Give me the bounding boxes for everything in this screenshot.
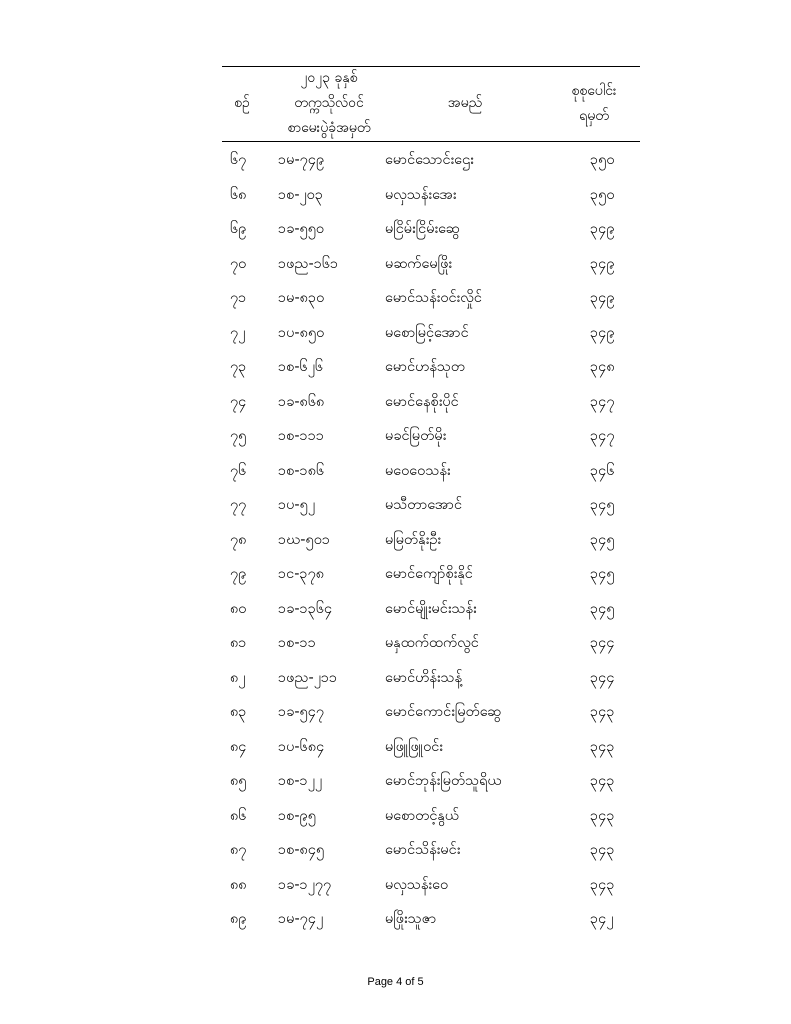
serial-no-cell: ၆၉ [230,221,247,237]
table-row [0,180,791,215]
serial-no-cell: ၇၄ [230,393,247,410]
serial-no-cell: ၈၉ [230,911,247,927]
roll-number-cell: ၁စ-၉၅ [278,807,316,824]
table-row [0,766,791,801]
serial-no-cell: ၈၆ [230,807,247,824]
header-roll-number [270,66,388,141]
serial-no-cell: ၇၅ [230,428,247,444]
header-score-line-2: ရမှတ် [579,108,609,124]
header-total-score [548,79,640,129]
score-cell: ၃၄၉ [590,324,615,341]
serial-no-cell: ၇၀ [230,255,247,272]
header-roll-line-3: စာမေးပွဲခုံအမှတ် [287,120,371,136]
score-cell: ၃၄၈ [590,359,615,375]
table-row [0,732,791,767]
roll-number-cell: ၁ခ-၅၄၇ [278,704,325,720]
results-table-body [0,145,791,939]
score-cell: ၃၄၅ [590,600,615,617]
table-row [0,525,791,560]
table-row [0,283,791,318]
score-cell: ၃၄၅ [590,531,615,548]
name-cell: မောင်မျိုးမင်းသန်း [385,600,477,617]
serial-no-cell: ၈၃ [230,704,247,720]
table-row [0,421,791,456]
score-cell: ၃၅၀ [590,186,615,203]
table-row [0,904,791,939]
name-cell: မောင်နေစိုးပိုင် [385,393,459,410]
roll-number-cell: ၁မ-၇၄၉ [278,152,325,168]
name-cell: မမြတ်နိုးဦး [385,531,442,548]
score-cell: ၃၄၉ [590,290,615,306]
roll-number-cell: ၁စ-၁၁ [278,635,316,651]
name-cell: မောင်ဟိန်းသန့် [385,669,463,686]
table-row [0,145,791,180]
table-row [0,490,791,525]
table-row [0,594,791,629]
roll-number-cell: ၁ပ-၈၅၀ [278,324,325,341]
serial-no-cell: ၆၈ [230,186,247,203]
score-cell: ၃၄၇ [590,393,615,410]
header-score-line-1: စုစုပေါင်း [571,83,617,99]
roll-number-cell: ၁စ-၁၁၁ [278,428,325,444]
page-number: Page 4 of 5 [367,976,424,988]
table-row [0,559,791,594]
table-row [0,663,791,698]
name-cell: မခင်မြတ်မိုး [385,428,447,444]
serial-no-cell: ၈၄ [230,738,247,755]
score-cell: ၃၄၃ [590,773,615,789]
serial-no-cell: ၈၈ [230,876,247,893]
roll-number-cell: ၁စ-၈၄၅ [278,842,325,858]
table-row [0,352,791,387]
roll-number-cell: ၁စ-၂၀၃ [278,186,323,203]
header-name: အမည် [447,95,483,111]
name-cell: မနှထက်ထက်လွင် [385,635,479,651]
score-cell: ၃၄၇ [590,428,615,444]
name-cell: မောင်ဟန်သုတ [385,359,465,375]
roll-number-cell: ၁စ-၆၂၆ [278,359,323,375]
serial-no-cell: ၇၈ [230,531,247,548]
name-cell: မောင်ကောင်းမြတ်ဆွေ [385,704,502,720]
score-cell: ၃၄၉ [590,221,615,237]
table-row [0,628,791,663]
table-row [0,870,791,905]
name-cell: မဆက်မေဖြိုး [385,255,453,272]
name-cell: မဖြိုးသူဇာ [385,911,437,927]
roll-number-cell: ၁ခ-၈၆၈ [278,393,325,410]
score-cell: ၃၄၃ [590,704,615,720]
roll-number-cell: ၁ဖည-၁၆၁ [278,255,339,272]
serial-no-cell: ၇၆ [230,462,247,479]
score-cell: ၃၄၄ [590,669,615,686]
header-roll-line-2: တက္ကသိုလ်ဝင် [294,95,364,111]
serial-no-cell: ၇၉ [230,566,247,582]
roll-number-cell: ၁ခ-၁၃၆၄ [278,600,333,617]
serial-no-cell: ၈၂ [230,669,246,686]
roll-number-cell: ၁ဃ-၅၀၁ [278,531,331,548]
name-cell: မောင်ဘုန်းမြတ်သူရိယ [385,773,502,789]
roll-number-cell: ၁င-၃၇၈ [278,566,325,582]
name-cell: မသီတာအောင် [385,497,463,513]
score-cell: ၃၄၂ [590,911,614,927]
score-cell: ၃၄၄ [590,635,615,651]
serial-no-cell: ၈၇ [230,842,247,858]
roll-number-cell: ၁စ-၁၂၂ [278,773,322,789]
name-cell: မဖြူဖြူဝင်း [385,738,443,755]
header-roll-line-1: ၂၀၂၃ ခုနှစ် [300,70,358,86]
roll-number-cell: ၁စ-၁၈၆ [278,462,325,479]
name-cell: မောင်သိန်းမင်း [385,842,461,858]
name-cell: မငြိမ်းငြိမ်းဆွေ [385,221,460,237]
table-row [0,214,791,249]
score-cell: ၃၅၀ [590,152,615,168]
table-row [0,318,791,353]
roll-number-cell: ၁ပ-၅၂ [278,497,315,513]
score-cell: ၃၄၃ [590,876,615,893]
serial-no-cell: ၇၃ [230,359,247,375]
score-cell: ၃၄၃ [590,738,615,755]
header-serial-no: စဉ် [234,95,250,111]
score-cell: ၃၄၃ [590,807,615,824]
roll-number-cell: ၁ခ-၅၅၀ [278,221,325,237]
table-header-rule [222,141,640,142]
roll-number-cell: ၁ပ-၆၈၄ [278,738,325,755]
name-cell: မောင်သန်းဝင်းလှိုင် [385,290,482,306]
score-cell: ၃၄၃ [590,842,615,858]
roll-number-cell: ၁ခ-၁၂၇၇ [278,876,332,893]
name-cell: မောင်ကျော်စိုးနိုင် [385,566,473,582]
serial-no-cell: ၈၅ [230,773,247,789]
table-row [0,835,791,870]
table-row [0,387,791,422]
score-cell: ၃၄၉ [590,255,615,272]
name-cell: မစောမြင့်အောင် [385,324,469,341]
serial-no-cell: ၆၇ [230,152,247,168]
name-cell: မစောတင့်နွယ် [385,807,460,824]
serial-no-cell: ၇၁ [230,290,247,306]
table-row [0,697,791,732]
name-cell: မဝေဝေသန်း [385,462,451,479]
score-cell: ၃၄၆ [590,462,615,479]
name-cell: မလှသန်းဝေ [385,876,449,893]
serial-no-cell: ၈၀ [230,600,247,617]
serial-no-cell: ၇၂ [230,324,246,341]
roll-number-cell: ၁မ-၈၃၀ [278,290,325,306]
table-row [0,456,791,491]
score-cell: ၃၄၅ [590,566,615,582]
serial-no-cell: ၇၇ [230,497,247,513]
roll-number-cell: ၁မ-၇၄၂ [278,911,324,927]
roll-number-cell: ၁ဖည-၂၁၁ [278,669,338,686]
name-cell: မောင်သောင်းဌေး [385,152,474,168]
table-row [0,801,791,836]
name-cell: မလှသန်းအေး [385,186,457,203]
serial-no-cell: ၈၁ [230,635,247,651]
score-cell: ၃၄၅ [590,497,615,513]
table-row [0,249,791,284]
